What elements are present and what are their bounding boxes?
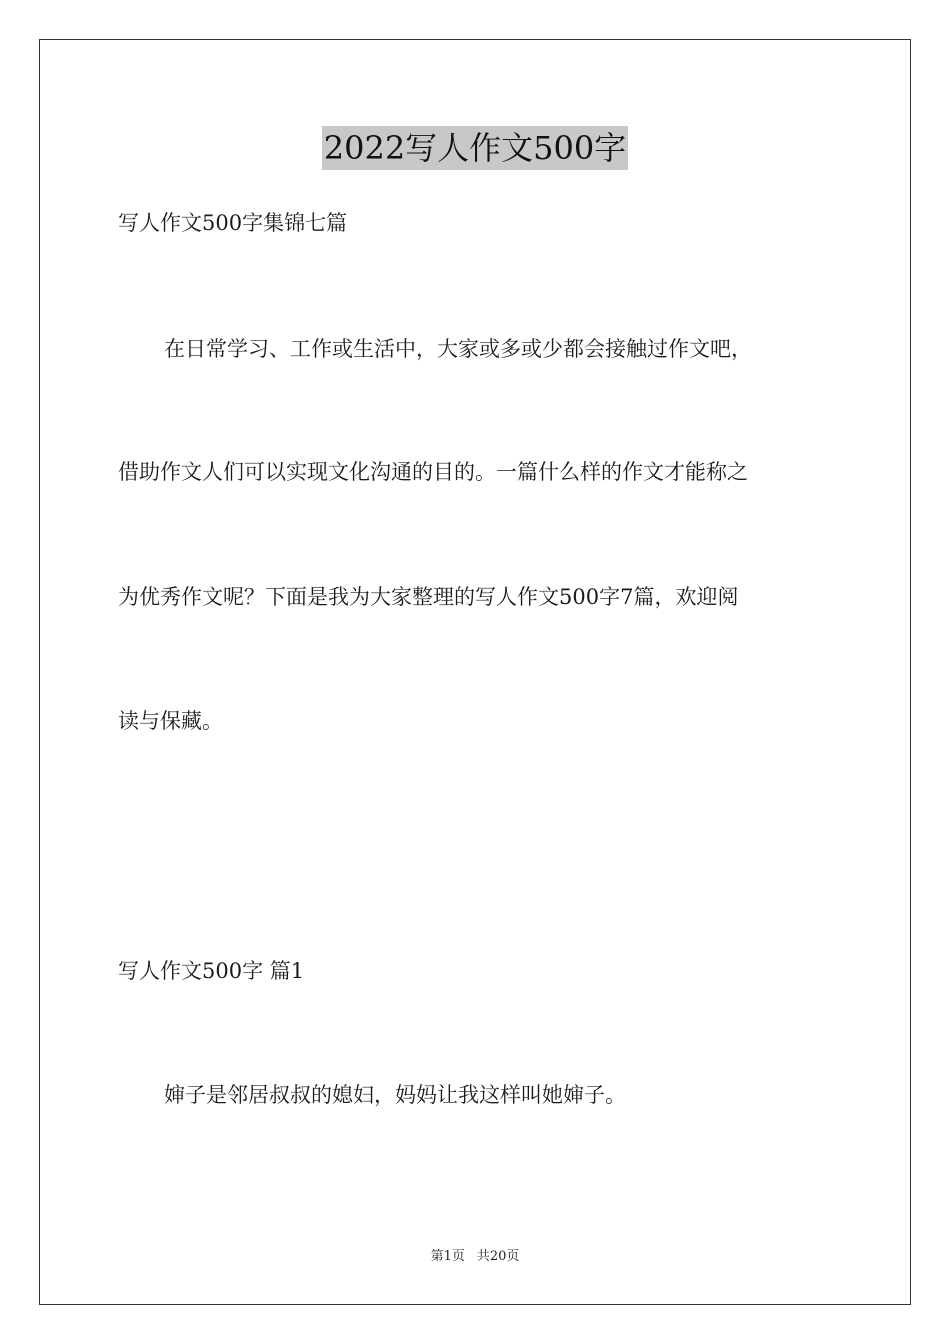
page-footer (0, 1248, 950, 1266)
section-heading: 写人作文500字 篇1 (118, 959, 305, 983)
document-subtitle: 写人作文500字集锦七篇 (118, 211, 348, 235)
document-title: 2022写人作文500字 (322, 126, 629, 170)
intro-line-2: 借助作文人们可以实现文化沟通的目的。一篇什么样的作文才能称之 (118, 460, 748, 484)
title-container (0, 126, 950, 170)
page-number: 第1页 (430, 1249, 465, 1264)
intro-line-4: 读与保藏。 (118, 709, 223, 733)
page-total: 共20页 (476, 1249, 520, 1264)
section-paragraph-line: 婶子是邻居叔叔的媳妇，妈妈让我这样叫她婶子。 (164, 1083, 626, 1107)
intro-line-1: 在日常学习、工作或生活中，大家或多或少都会接触过作文吧， (164, 337, 752, 361)
intro-line-3: 为优秀作文呢？下面是我为大家整理的写人作文500字7篇，欢迎阅 (118, 585, 739, 609)
